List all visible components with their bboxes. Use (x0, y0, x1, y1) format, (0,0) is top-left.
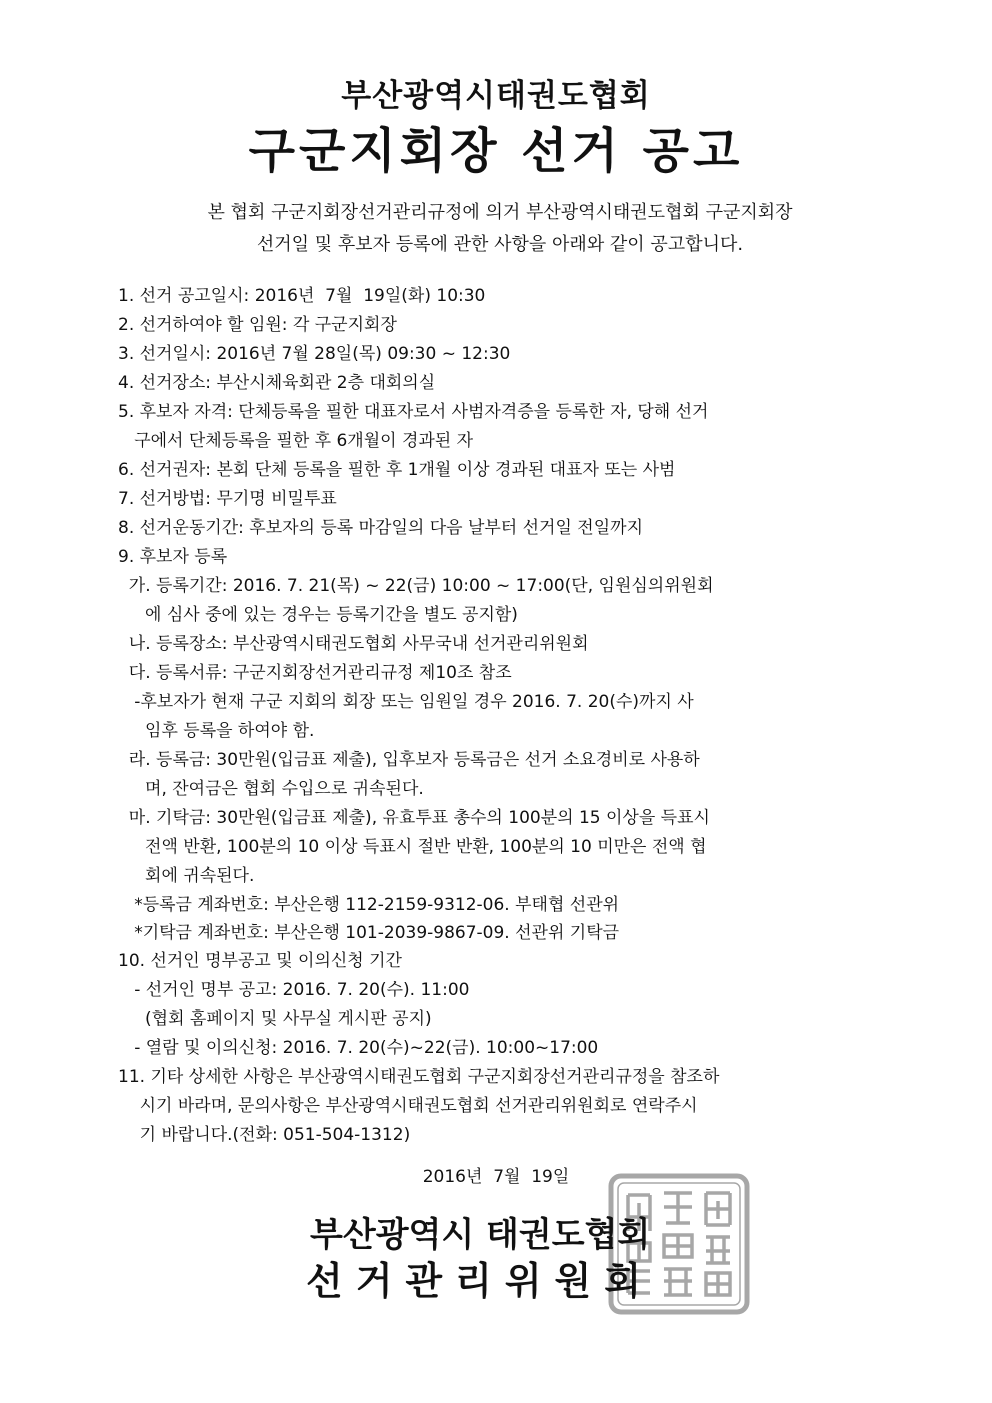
item-line: -후보자가 현재 구군 지회의 회장 또는 임원일 경우 2016. 7. 20(수)까지 사 (118, 692, 694, 712)
notice-title: 구군지회장 선거 공고 (248, 123, 744, 179)
item-line: 6. 선거권자: 본회 단체 등록을 필한 후 1개월 이상 경과된 대표자 또는 사범 (118, 460, 676, 480)
item-line: - 열람 및 이의신청: 2016. 7. 20(수)~22(금). 10:00~17:00 (118, 1038, 599, 1058)
item-line: 4. 선거장소: 부산시체육회관 2층 대회의실 (118, 373, 436, 393)
item-line: 마. 기탁금: 30만원(입금표 제출), 유효투표 총수의 100분의 15 이상을 득표시 (118, 808, 710, 828)
intro-line-2: 선거일 및 후보자 등록에 관한 사항을 아래와 같이 공고합니다. (256, 234, 744, 255)
item-line: 10. 선거인 명부공고 및 이의신청 기간 (118, 951, 402, 971)
item-line: *기탁금 계좌번호: 부산은행 101-2039-9867-09. 선관위 기탁금 (118, 923, 620, 943)
committee-org-name: 부산광역시 태권도협회 (310, 1215, 651, 1255)
item-line: 9. 후보자 등록 (118, 547, 228, 567)
item-line: 임후 등록을 하여야 함. (118, 721, 315, 741)
item-line: 회에 귀속된다. (118, 866, 255, 886)
item-line: (협회 홈페이지 및 사무실 게시판 공지) (118, 1009, 432, 1029)
item-line: *등록금 계좌번호: 부산은행 112-2159-9312-06. 부태협 선관위 (118, 895, 620, 915)
item-line: - 선거인 명부 공고: 2016. 7. 20(수). 11:00 (118, 980, 470, 1000)
item-line: 가. 등록기간: 2016. 7. 21(목) ~ 22(금) 10:00 ~ 17:00(단, 임원심의위원회 (118, 576, 714, 596)
org-title: 부산광역시태권도협회 (341, 78, 651, 114)
item-line: 1. 선거 공고일시: 2016년 7월 19일(화) 10:30 (118, 286, 486, 306)
item-line: 며, 잔여금은 협회 수입으로 귀속된다. (118, 779, 424, 799)
item-line: 라. 등록금: 30만원(입금표 제출), 입후보자 등록금은 선거 소요경비로 사용하 (118, 750, 700, 770)
item-line: 전액 반환, 100분의 10 이상 득표시 절반 반환, 100분의 10 미만은 전액 협 (118, 837, 707, 857)
item-line: 8. 선거운동기간: 후보자의 등록 마감일의 다음 날부터 선거일 전일까지 (118, 518, 643, 538)
item-line: 11. 기타 상세한 사항은 부산광역시태권도협회 구군지회장선거관리규정을 참조하 (118, 1067, 720, 1087)
committee-name: 선거관리위원회 (306, 1259, 654, 1303)
item-line: 시기 바라며, 문의사항은 부산광역시태권도협회 선거관리위원회로 연락주시 (118, 1096, 698, 1116)
intro-line-1: 본 협회 구군지회장선거관리규정에 의거 부산광역시태권도협회 구군지회장 (207, 202, 793, 223)
item-line: 에 심사 중에 있는 경우는 등록기간을 별도 공지함) (118, 605, 518, 625)
notice-date: 2016년 7월 19일 (422, 1167, 570, 1187)
item-line: 나. 등록장소: 부산광역시태권도협회 사무국내 선거관리위원회 (118, 634, 589, 654)
item-line: 기 바랍니다.(전화: 051-504-1312) (118, 1125, 411, 1145)
intro-paragraph (100, 197, 900, 261)
item-line: 3. 선거일시: 2016년 7월 28일(목) 09:30 ~ 12:30 (118, 344, 511, 364)
item-line: 5. 후보자 자격: 단체등록을 필한 대표자로서 사범자격증을 등록한 자, 당해 선거 (118, 402, 709, 422)
item-line: 2. 선거하여야 할 임원: 각 구군지회장 (118, 315, 397, 335)
item-line: 7. 선거방법: 무기명 비밀투표 (118, 489, 337, 509)
item-line: 구에서 단체등록을 필한 후 6개월이 경과된 자 (118, 431, 474, 451)
item-line: 다. 등록서류: 구군지회장선거관리규정 제10조 참조 (118, 663, 512, 683)
